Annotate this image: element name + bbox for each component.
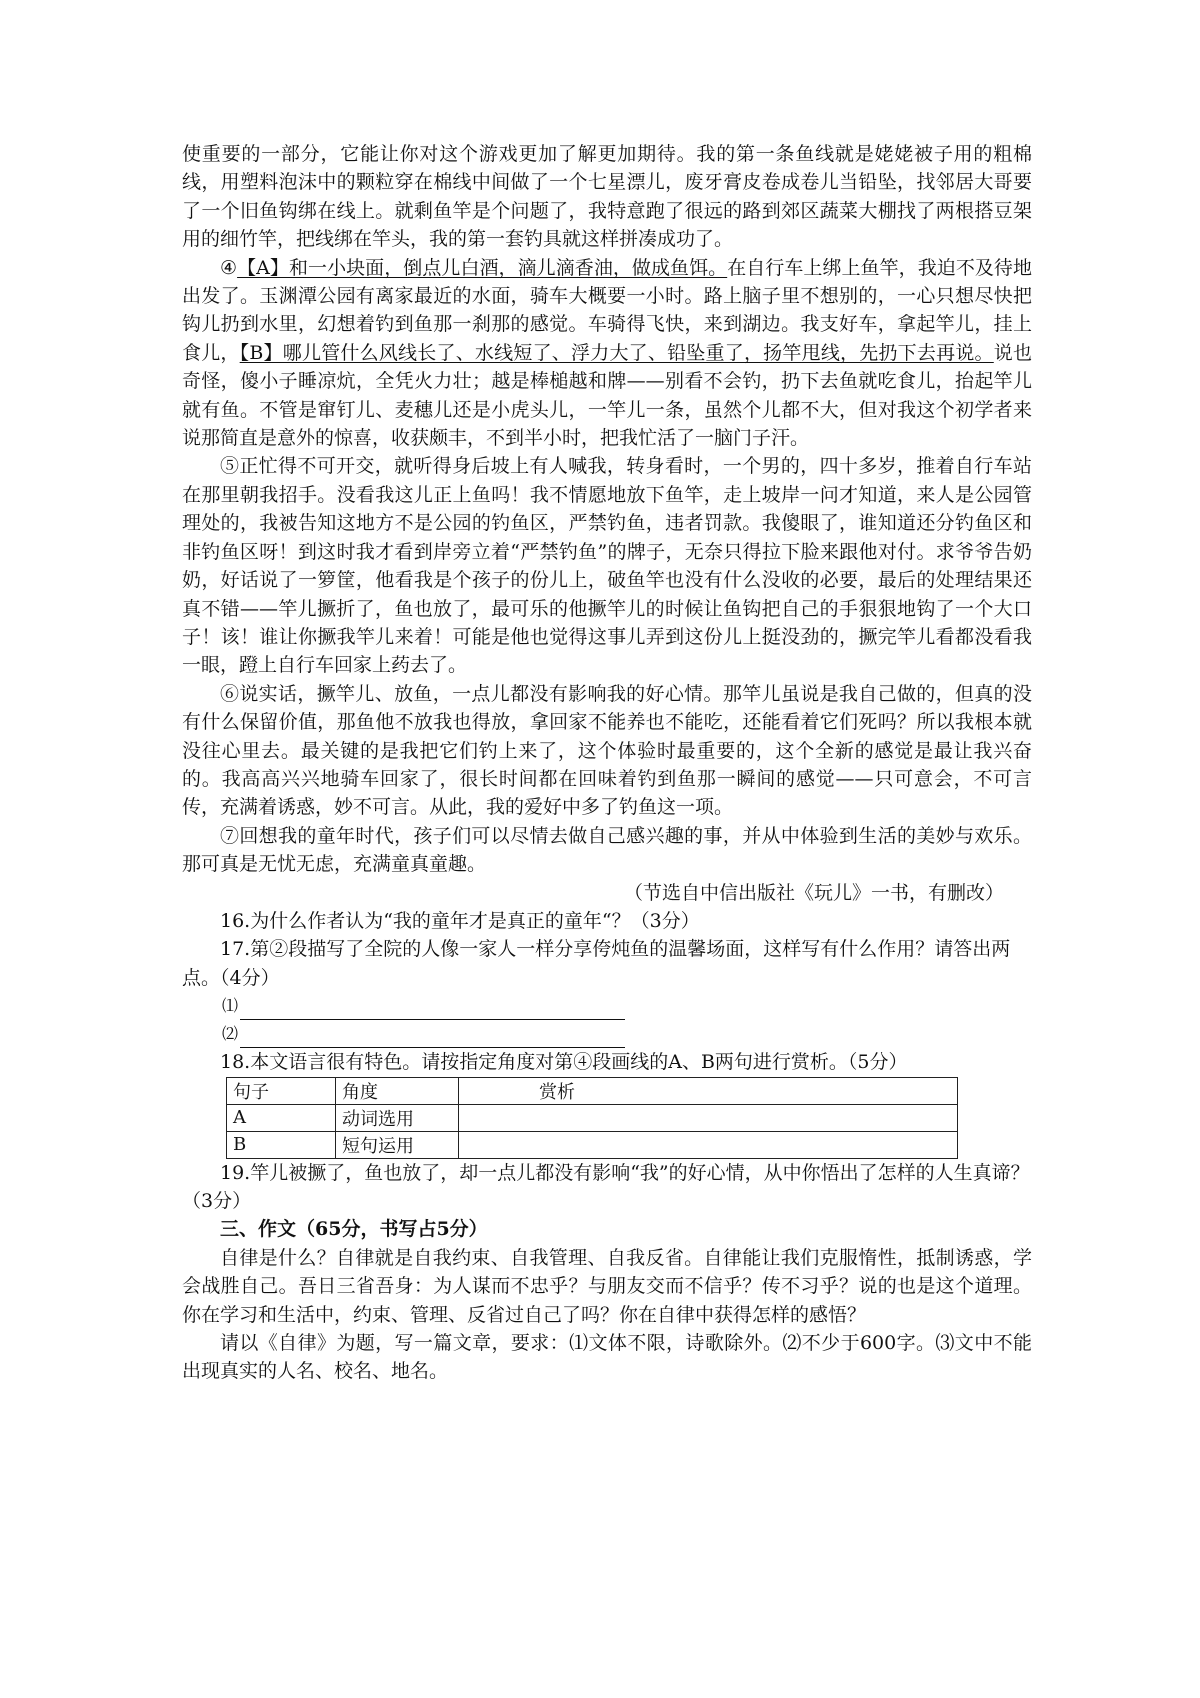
table-cell: 短句运用 xyxy=(336,1131,459,1158)
table-answer-cell[interactable] xyxy=(459,1104,958,1131)
underlined-sentence-b: 【B】哪儿管什么风线长了、水线短了、浮力大了、铅坠重了，扬竿甩线，先扔下去再说。 xyxy=(239,341,994,364)
paragraph-4-middle: 在自行车上绑上鱼竿，我迫不及待地出发了。玉渊潭公园有离家最近的水面，骑车大概要一小时。路上脑子里不想别的，一心只想尽快把钩儿扔到水里，幻想着钓到鱼那一刹那的感觉。车骑得飞快，来到湖边。我支好车，拿起竿儿，挂上食儿， xyxy=(182,256,1032,364)
underlined-sentence-a: 【A】和一小块面，倒点儿白酒，滴儿滴香油，做成鱼饵。 xyxy=(237,256,728,279)
answer-line-1 xyxy=(182,992,1032,1020)
answer-blank[interactable] xyxy=(240,1027,625,1048)
answer-line-2 xyxy=(182,1020,1032,1048)
table-header-cell: 赏析 xyxy=(459,1077,958,1104)
table-cell: A xyxy=(227,1104,336,1131)
question-19: 19.竿儿被撅了，鱼也放了，却一点儿都没有影响“我”的好心情，从中你悟出了怎样的人生真谛？（3分） xyxy=(182,1161,1030,1212)
table-row xyxy=(227,1131,958,1158)
paragraph-4-end: 说也奇怪，傻小子睡凉炕，全凭火力壮；越是棒槌越和牌——别看不会钓，扔下去鱼就吃食儿，抬起竿儿就有鱼。不管是窜钉儿、麦穗儿还是小虎头儿，一竿儿一条，虽然个儿都不大，但对我这个初学者来说那简直是意外的惊喜，收获颇丰，不到半小时，把我忙活了一脑门子汗。 xyxy=(182,341,1032,450)
table-answer-cell[interactable] xyxy=(459,1131,958,1158)
table-header-row xyxy=(227,1077,958,1104)
passage-source: （节选自中信出版社《玩儿》一书，有删改） xyxy=(623,881,1004,904)
question-18: 18.本文语言很有特色。请按指定角度对第④段画线的A、B两句进行赏析。（5分） xyxy=(220,1051,908,1074)
table-header-cell: 角度 xyxy=(336,1077,459,1104)
passage-paragraph-continued: 使重要的一部分，它能让你对这个游戏更加了解更加期待。我的第一条鱼线就是姥姥被子用的粗棉线，用塑料泡沫中的颗粒穿在棉线中间做了一个七星漂儿，废牙膏皮卷成卷儿当铅坠，找邻居大哥要了一个旧鱼钩绑在线上。就剩鱼竿是个问题了，我特意跑了很远的路到郊区蔬菜大棚找了两根搭豆架用的细竹竿，把线绑在竿头，我的第一套钓具就这样拼凑成功了。 xyxy=(182,143,1032,251)
passage-paragraph-5: ⑤正忙得不可开交，就听得身后坡上有人喊我，转身看时，一个男的，四十多岁，推着自行车站在那里朝我招手。没看我这儿正上鱼吗！我不情愿地放下鱼竿，走上坡岸一问才知道，来人是公园管理处的，我被告知这地方不是公园的钓鱼区，严禁钓鱼，违者罚款。我傻眼了，谁知道还分钓鱼区和非钓鱼区呀！到这时我才看到岸旁立着“严禁钓鱼”的牌子，无奈只得拉下脸来跟他对付。求爷爷告奶奶，好话说了一箩筐，他看我是个孩子的份儿上，破鱼竿也没有什么没收的必要，最后的处理结果还真不错——竿儿撅折了，鱼也放了，最可乐的他撅竿儿的时候让鱼钩把自己的手狠狠地钩了一个大口子！该！谁让你撅我竿儿来着！可能是他也觉得这事儿弄到这份儿上挺没劲的，撅完竿儿看都没看我一眼，蹬上自行车回家上药去了。 xyxy=(182,455,1032,677)
essay-prompt: 自律是什么？自律就是自我约束、自我管理、自我反省。自律能让我们克服惰性，抵制诱惑，学会战胜自己。吾日三省吾身：为人谋而不忠乎？与朋友交而不信乎？传不习乎？说的也是这个道理。你在学习和生活中，约束、管理、反省过自己了吗？你在自律中获得怎样的感悟？ xyxy=(182,1246,1032,1326)
table-header-cell: 句子 xyxy=(227,1077,336,1104)
essay-requirements: 请以《自律》为题，写一篇文章，要求：⑴文体不限，诗歌除外。⑵不少于600字。⑶文中不能出现真实的人名、校名、地名。 xyxy=(182,1332,1032,1383)
table-cell: 动词选用 xyxy=(336,1104,459,1131)
analysis-table xyxy=(226,1077,958,1159)
passage-paragraph-7: ⑦回想我的童年时代，孩子们可以尽情去做自己感兴趣的事，并从中体验到生活的美妙与欢乐。那可真是无忧无虑，充满童真童趣。 xyxy=(182,824,1032,876)
paragraph-number: ④ xyxy=(220,256,238,279)
answer-line-number: ⑵ xyxy=(222,1024,239,1044)
question-16: 16.为什么作者认为“我的童年才是真正的童年“？（3分） xyxy=(220,909,700,932)
essay-section-title: 三、作文（65分，书写占5分） xyxy=(220,1218,488,1241)
answer-blank[interactable] xyxy=(240,999,625,1020)
answer-line-number: ⑴ xyxy=(222,996,239,1016)
passage-paragraph-6: ⑥说实话，撅竿儿、放鱼，一点儿都没有影响我的好心情。那竿儿虽说是我自己做的，但真的没有什么保留价值，那鱼他不放我也得放，拿回家不能养也不能吃，还能看着它们死吗？所以我根本就没往心里去。最关键的是我把它们钓上来了，这个体验时最重要的，这个全新的感觉是最让我兴奋的。我高高兴兴地骑车回家了，很长时间都在回味着钓到鱼那一瞬间的感觉——只可意会，不可言传，充满着诱惑，妙不可言。从此，我的爱好中多了钓鱼这一项。 xyxy=(182,682,1032,819)
table-cell: B xyxy=(227,1131,336,1158)
exam-page xyxy=(182,140,1032,1386)
table-row xyxy=(227,1104,958,1131)
passage-paragraph-4 xyxy=(182,254,1032,453)
question-17: 17.第②段描写了全院的人像一家人一样分享侉炖鱼的温馨场面，这样写有什么作用？请答出两点。（4分） xyxy=(182,938,1011,989)
